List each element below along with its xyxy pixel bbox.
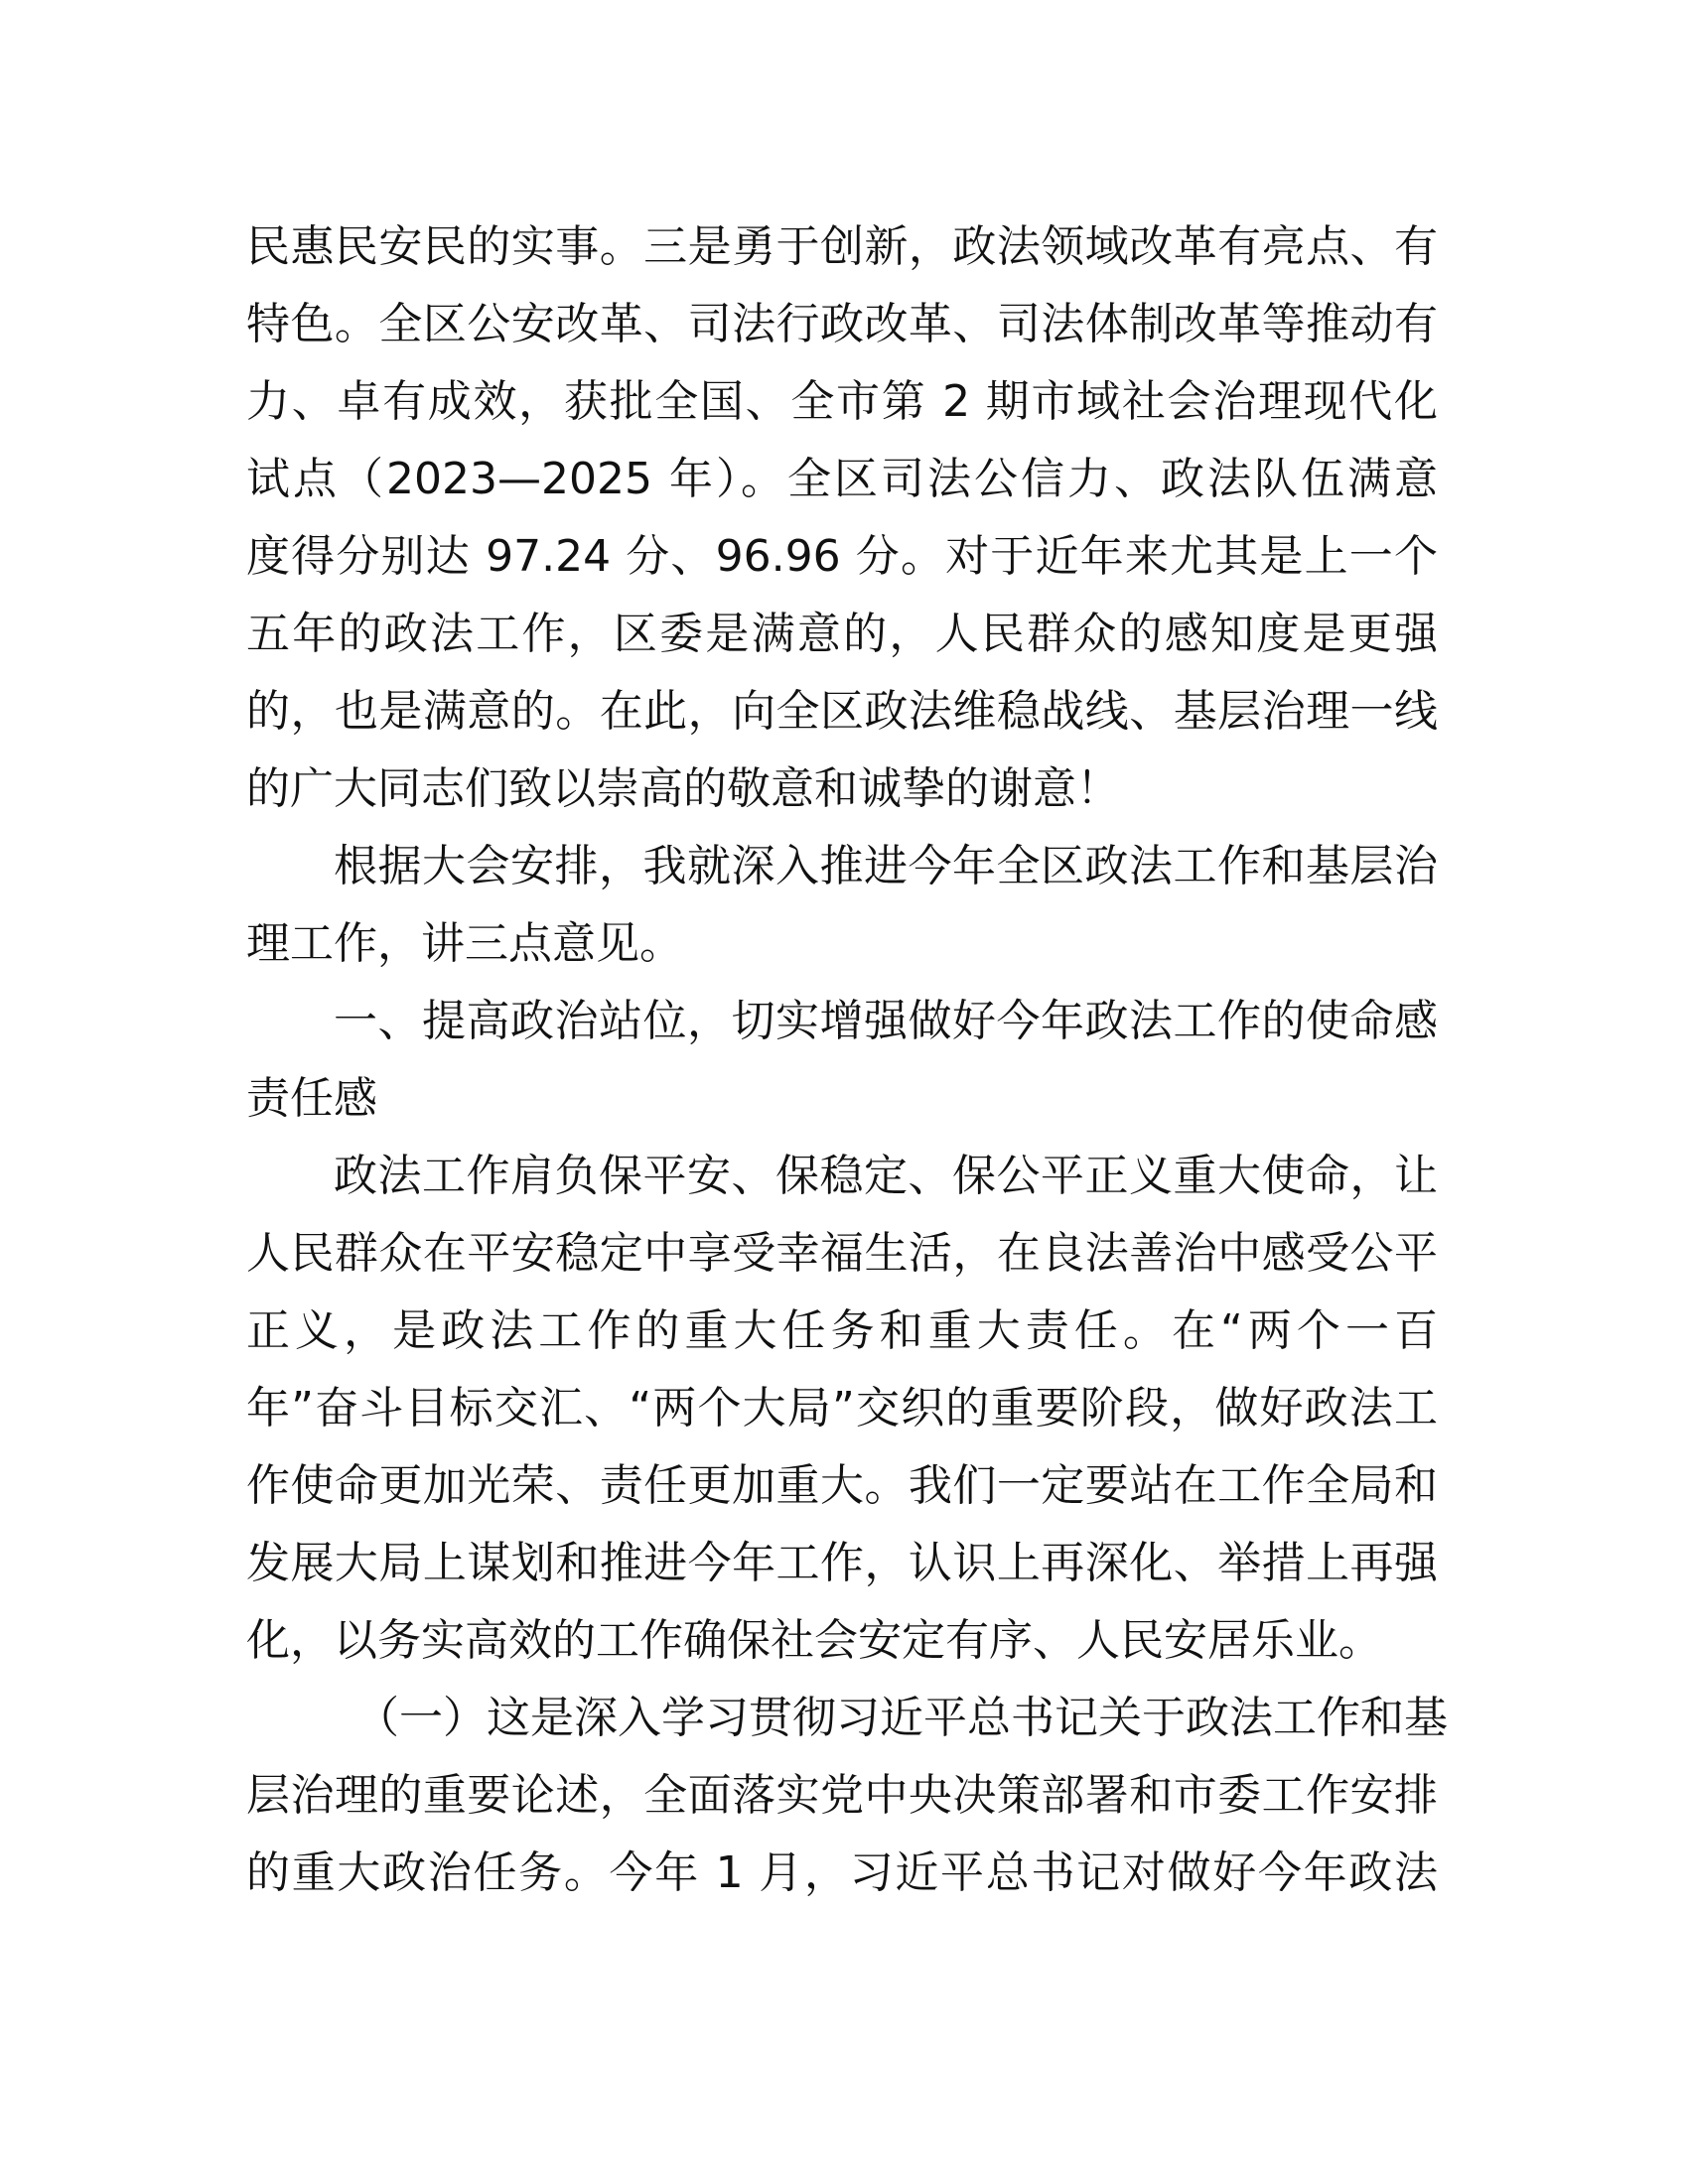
text-line: 政法工作肩负保平安、保稳定、保公平正义重大使命，让: [334, 1151, 1438, 1201]
text-line: 的重大政治任务。今年 1 月，习近平总书记对做好今年政法: [246, 1847, 1438, 1898]
text-line: 作使命更加光荣、责任更加重大。我们一定要站在工作全局和: [246, 1460, 1438, 1511]
text-line: 力、卓有成效，获批全国、全市第 2 期市域社会治理现代化: [246, 376, 1438, 427]
text-line: 正义，是政法工作的重大任务和重大责任。在“两个一百: [246, 1305, 1438, 1356]
paragraph-5: [246, 1680, 1448, 1912]
text-line: 层治理的重要论述，全面落实党中央决策部署和市委工作安排: [246, 1770, 1438, 1821]
paragraph-1: [246, 208, 1438, 828]
paragraph-4: [246, 1138, 1438, 1680]
section-heading-1: [246, 983, 1438, 1138]
text-line: 人民群众在平安稳定中享受幸福生活，在良法善治中感受公平: [246, 1228, 1438, 1279]
text-line: 试点（2023—2025 年）。全区司法公信力、政法队伍满意: [246, 454, 1438, 504]
text-line: 民惠民安民的实事。三是勇于创新，政法领域改革有亮点、有: [246, 221, 1438, 272]
text-line: 化，以务实高效的工作确保社会安定有序、人民安居乐业。: [246, 1615, 1382, 1666]
text-line: 的，也是满意的。在此，向全区政法维稳战线、基层治理一线: [246, 686, 1438, 737]
document-body: [246, 208, 1448, 1912]
text-line: 的广大同志们致以崇高的敬意和诚挚的谢意！: [246, 763, 1120, 814]
text-line: 特色。全区公安改革、司法行政改革、司法体制改革等推动有: [246, 299, 1438, 349]
text-line: 责任感: [246, 1073, 377, 1124]
text-line: 理工作，讲三点意见。: [246, 918, 683, 969]
text-line: 一、提高政治站位，切实增强做好今年政法工作的使命感: [334, 996, 1438, 1046]
text-line: （一）这是深入学习贯彻习近平总书记关于政法工作和基: [355, 1693, 1448, 1743]
text-line: 根据大会安排，我就深入推进今年全区政法工作和基层治: [334, 841, 1438, 891]
text-line: 年”奋斗目标交汇、“两个大局”交织的重要阶段，做好政法工: [246, 1383, 1438, 1433]
text-line: 度得分别达 97.24 分、96.96 分。对于近年来尤其是上一个: [246, 531, 1438, 582]
text-line: 五年的政法工作，区委是满意的，人民群众的感知度是更强: [246, 609, 1438, 659]
text-line: 发展大局上谋划和推进今年工作，认识上再深化、举措上再强: [246, 1538, 1438, 1588]
paragraph-2: [246, 828, 1438, 983]
